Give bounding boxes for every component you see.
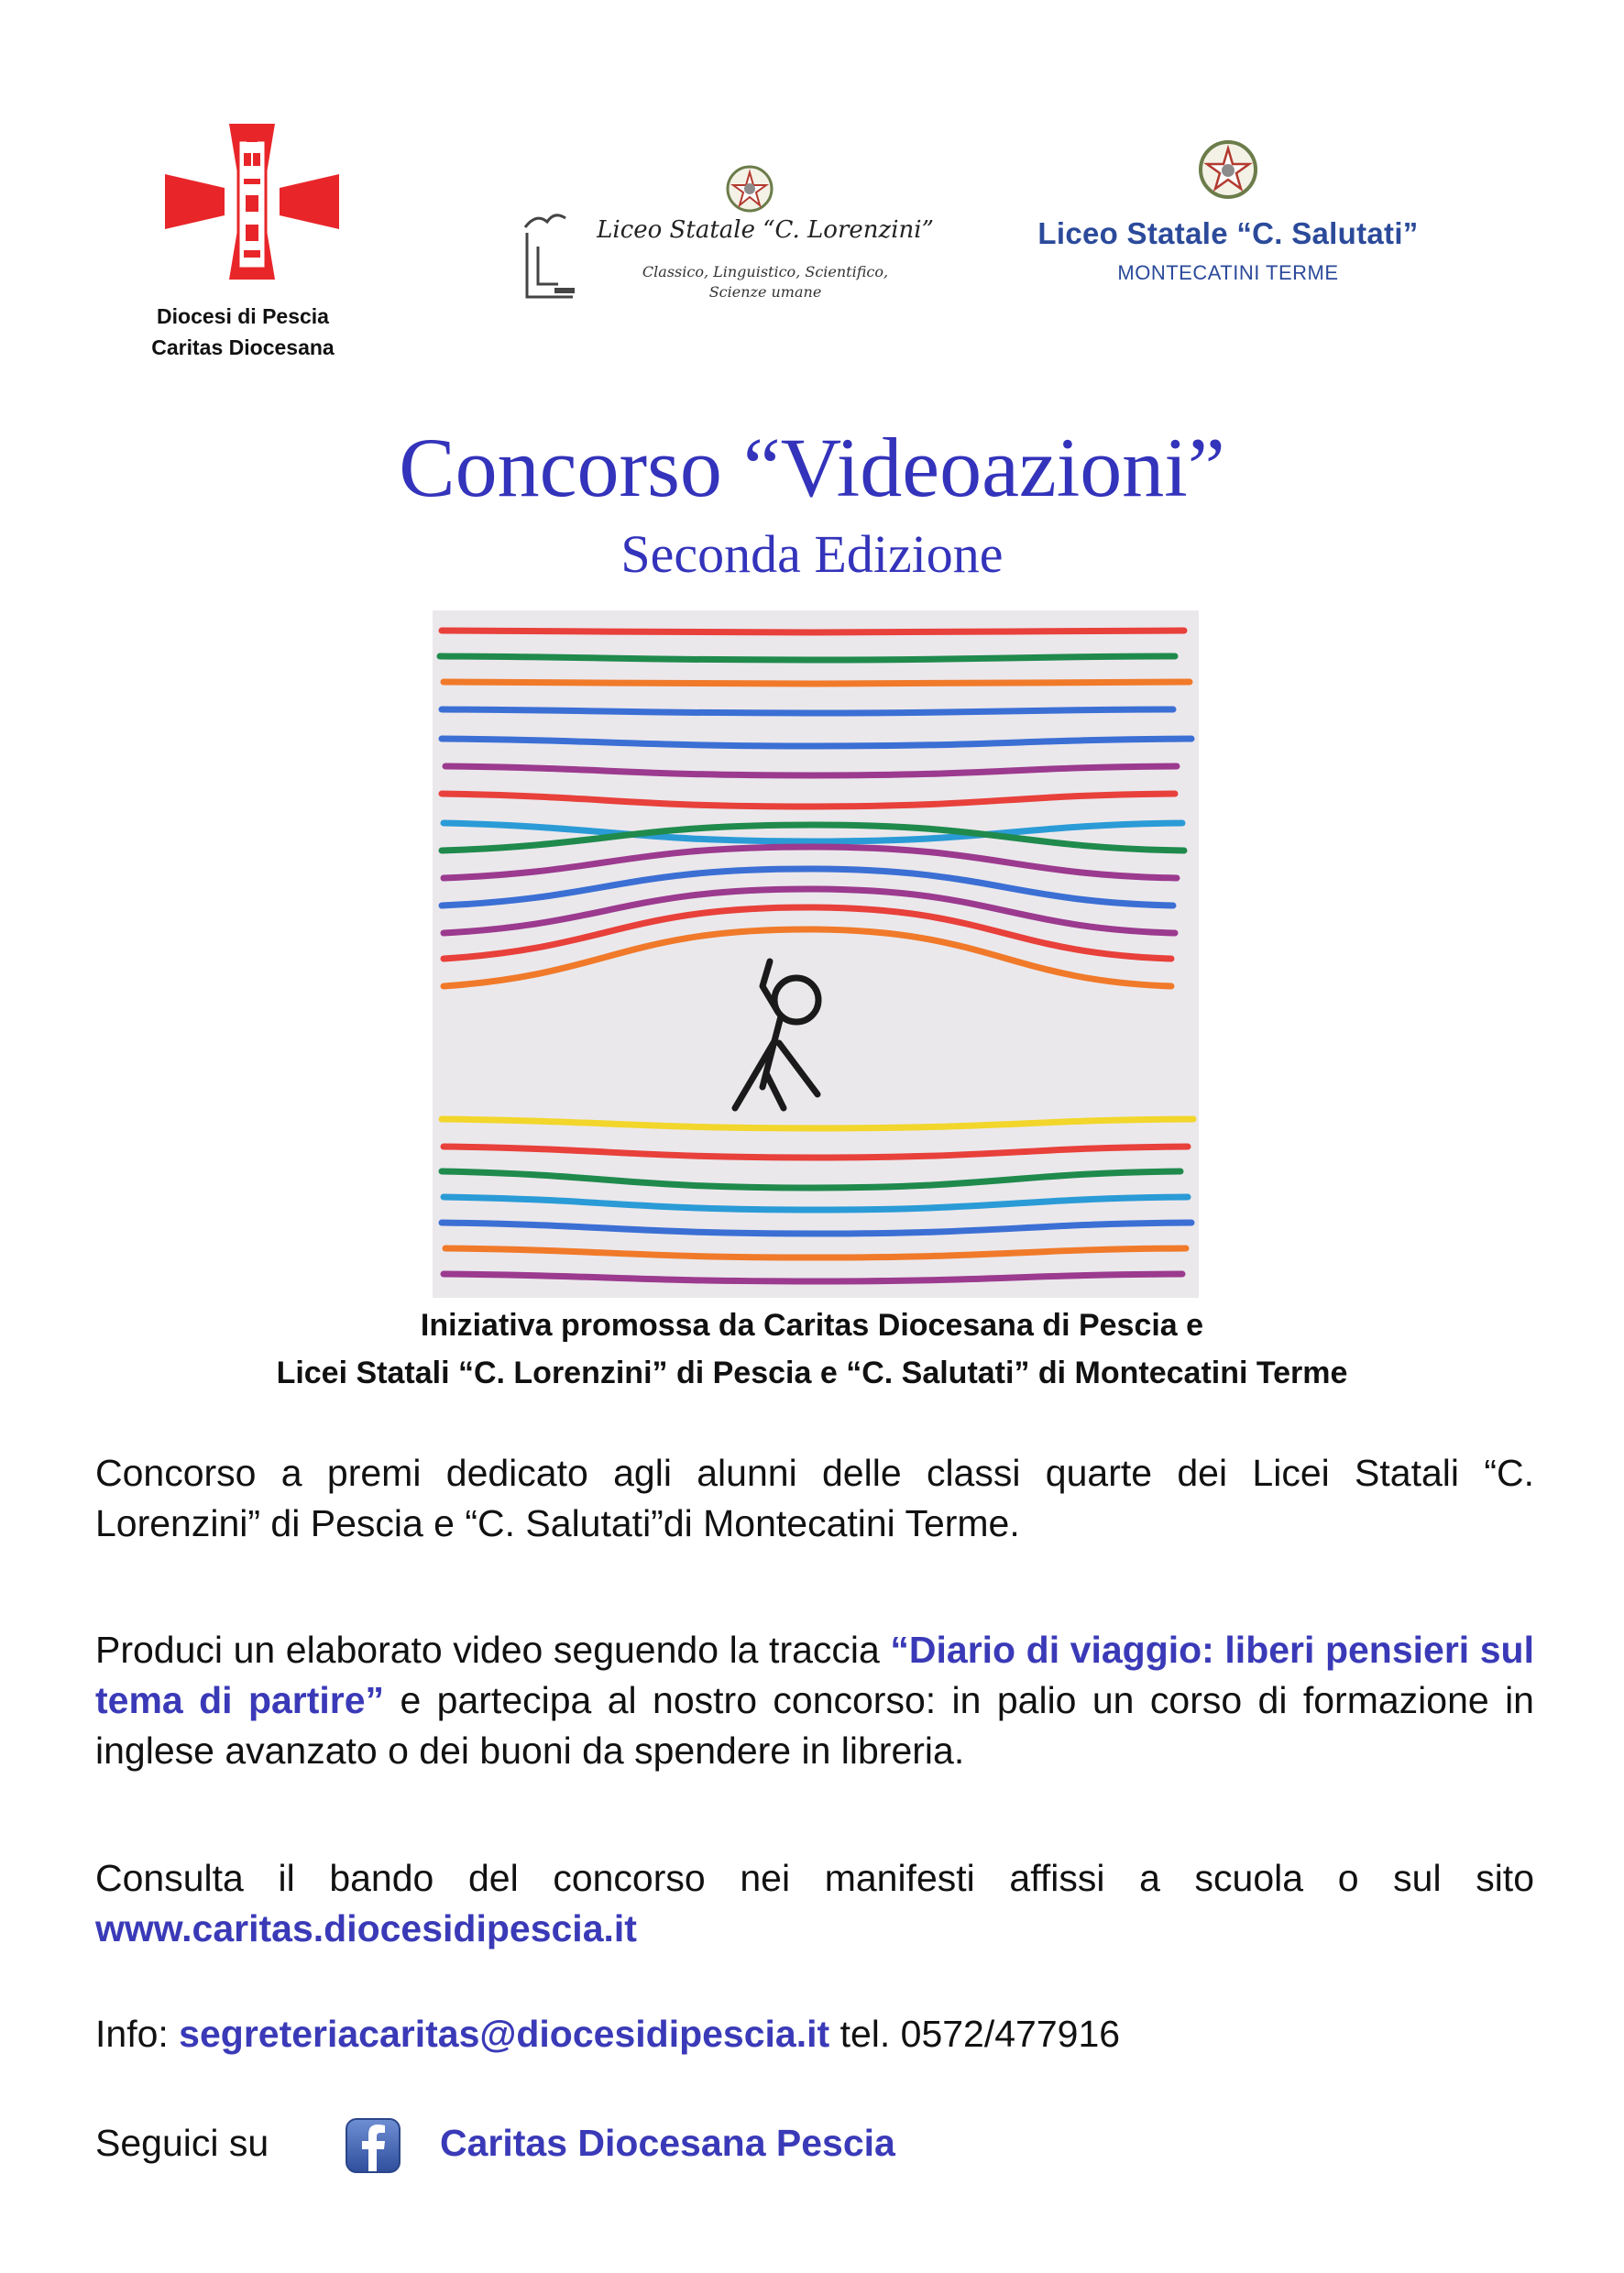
facebook-icon[interactable]: [346, 2118, 401, 2173]
edition-subtitle: Seconda Edizione: [620, 524, 1004, 584]
promotion-line2: Licei Statali “C. Lorenzini” di Pescia e “C. Salutati” di Montecatini Terme: [276, 1356, 1348, 1390]
rules-text: Consulta il bando del concorso nei manifesti affissi a scuola o sul sito: [95, 1857, 1534, 1899]
paragraph-contest: Concorso a premi dedicato agli alunni delle classi quarte dei Licei Statali “C. Lorenzini” di Pescia e “C. Salutati”di Montecatini Terme.: [95, 1452, 1534, 1544]
website-link[interactable]: www.caritas.diocesidipescia.it: [95, 1907, 637, 1949]
phone-number: tel. 0572/477916: [829, 2013, 1121, 2055]
promotion-line1: Iniziativa promossa da Caritas Diocesana di Pescia e: [420, 1308, 1204, 1343]
artwork-line: [440, 656, 1175, 660]
caritas-line2: Caritas Diocesana: [151, 335, 335, 359]
follow-label: Seguici su: [95, 2122, 269, 2164]
page-title: Concorso “Videoazioni”: [399, 421, 1225, 514]
paragraph-instructions: [95, 1625, 1534, 1776]
salutati-name: Liceo Statale “C. Salutati”: [1037, 216, 1419, 250]
instructions-text: Produci un elaborato video seguendo la traccia: [95, 1629, 891, 1671]
lorenzini-sub2: Scienze umane: [708, 283, 822, 301]
email-link[interactable]: segreteriacaritas@diocesidipescia.it: [179, 2013, 830, 2055]
artwork-line: [442, 631, 1184, 632]
contact-info: [95, 2009, 1120, 2059]
artwork-image: [433, 610, 1199, 1298]
theme-highlight: “Diario di viaggio: liberi pensieri sul tema di partire”: [95, 1629, 1534, 1721]
lorenzini-name: Liceo Statale “C. Lorenzini”: [597, 216, 934, 244]
artwork-line: [442, 709, 1173, 713]
info-label: Info:: [95, 2013, 180, 2055]
lorenzini-mark-icon: [518, 205, 580, 306]
instructions-prize: e partecipa al nostro concorso: in palio un corso di formazione in inglese avanzato o dei buoni da spendere in libreria.: [95, 1679, 1534, 1772]
lorenzini-sub1: Classico, Linguistico, Scientifico,: [642, 263, 889, 280]
paragraph-rules: [95, 1853, 1534, 1954]
artwork-line: [444, 682, 1190, 684]
lorenzini-subtitle: [587, 262, 944, 302]
caritas-logo: [165, 124, 339, 280]
caritas-caption: [110, 301, 376, 363]
salutati-city: MONTECATINI TERME: [1117, 261, 1339, 284]
facebook-page-link[interactable]: Caritas Diocesana Pescia: [440, 2122, 895, 2164]
caritas-line1: Diocesi di Pescia: [157, 304, 329, 328]
italian-emblem-icon: [724, 163, 775, 214]
promotion-text: [0, 1301, 1624, 1397]
italian-emblem-icon: [1196, 137, 1260, 202]
